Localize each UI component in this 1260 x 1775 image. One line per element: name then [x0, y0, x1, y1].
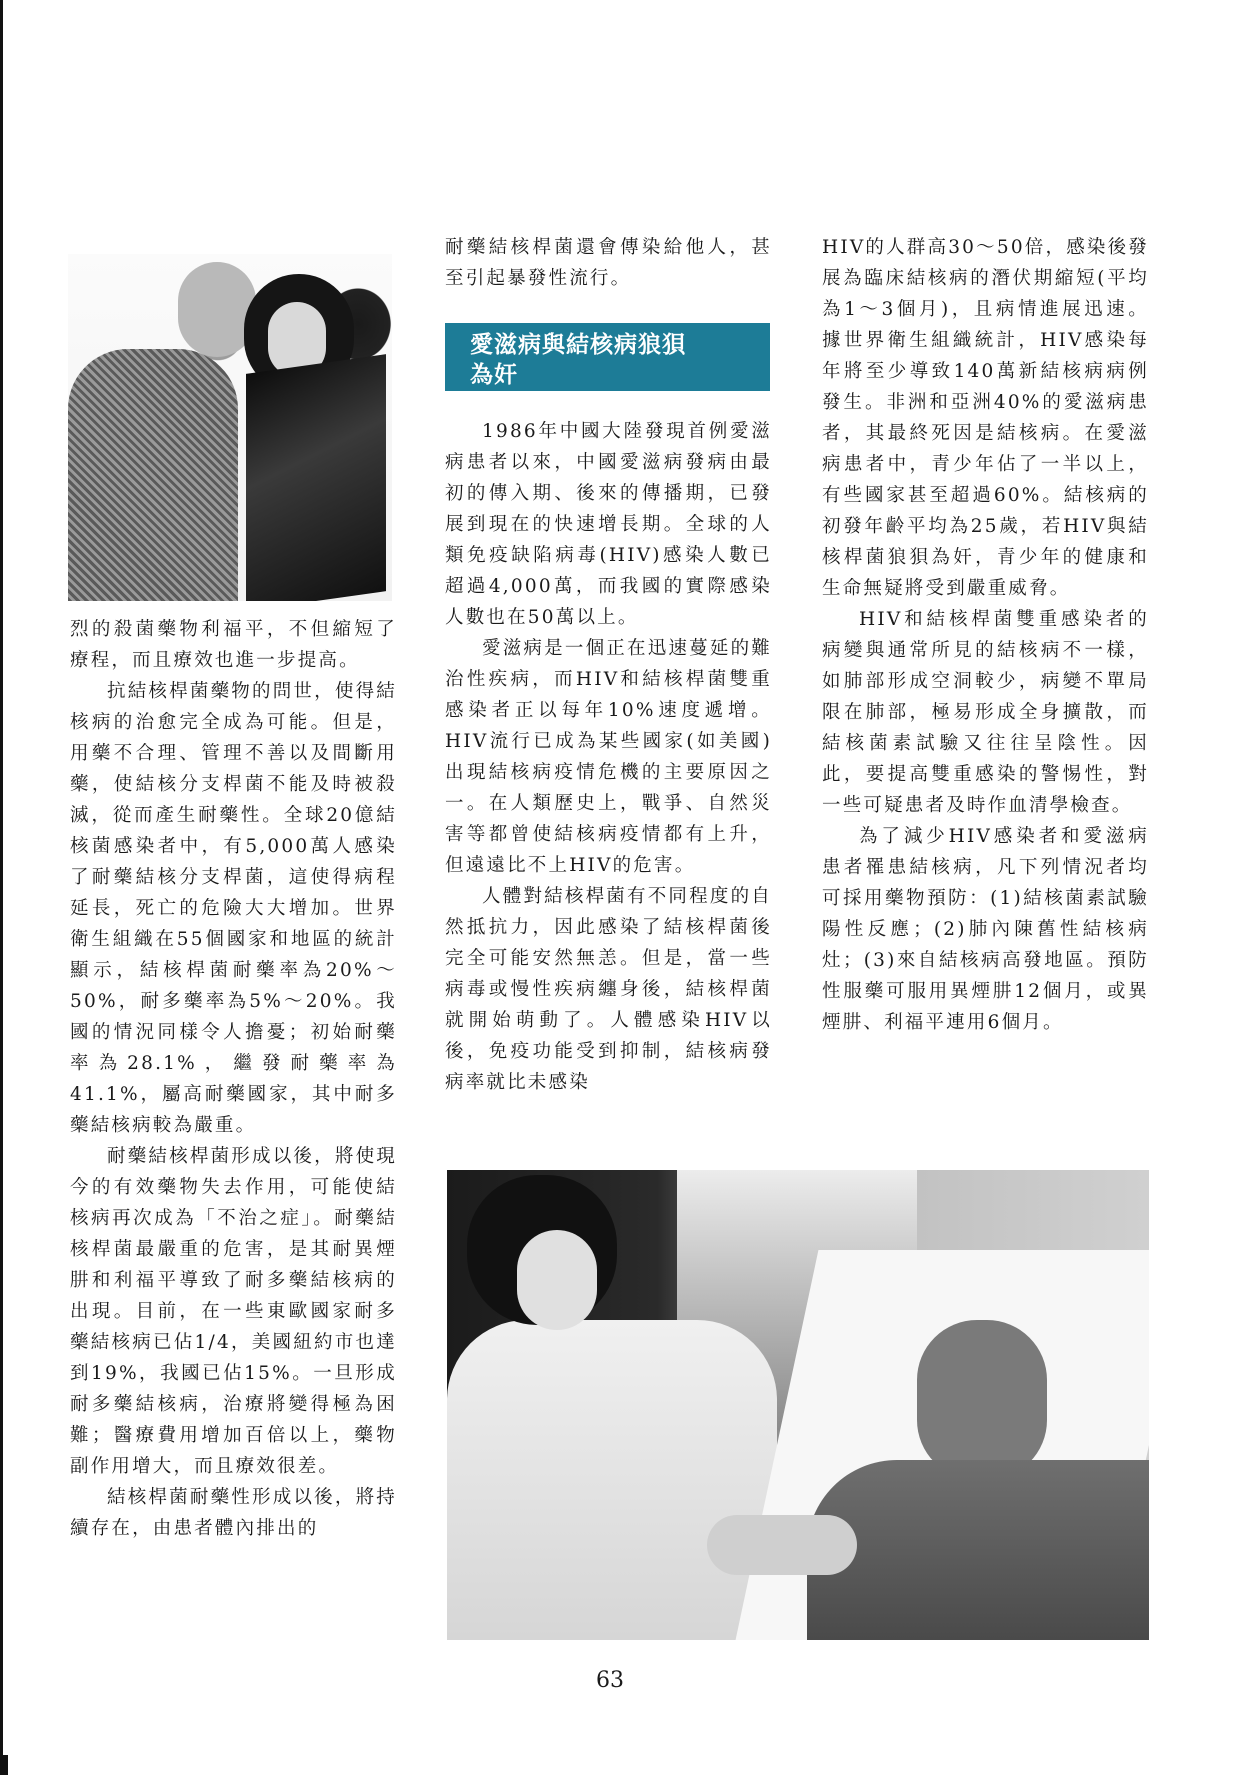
- paragraph: 為了減少HIV感染者和愛滋病患者罹患結核病，凡下列情況者均可採用藥物預防：(1)結核菌素試驗陽性反應；(2)肺內陳舊性結核病灶；(3)來自結核病高發地區。預防性服藥可服用異煙肼12個月，或異煙肼、利福平連用6個月。: [822, 826, 1149, 1033]
- paragraph: 烈的殺菌藥物利福平，不但縮短了療程，而且療效也進一步提高。: [70, 619, 397, 671]
- photo-hands: [707, 1515, 857, 1575]
- page-number: 63: [596, 1668, 624, 1693]
- scan-mark: [0, 1755, 8, 1775]
- photo-doctor-face: [517, 1230, 597, 1330]
- photo-patient-body: [807, 1460, 1149, 1640]
- paragraph: 耐藥結核桿菌還會傳染給他人，甚至引起暴發性流行。: [445, 237, 772, 289]
- paragraph: 人體對結核桿菌有不同程度的自然抵抗力，因此感染了結核桿菌後完全可能安然無恙。但是，當一些病毒或慢性疾病纏身後，結核桿菌就開始萌動了。人體感染HIV以後，免疫功能受到抑制，結核病發病率就比未感染: [445, 886, 772, 1093]
- photo-xray-film: [246, 354, 386, 601]
- paragraph: 1986年中國大陸發現首例愛滋病患者以來，中國愛滋病發病由最初的傳入期、後來的傳播期，已發展到現在的快速增長期。全球的人類免疫缺陷病毒(HIV)感染人數已超過4,000萬，而我國的實際感染人數也在50萬以上。: [445, 421, 772, 628]
- paragraph: HIV和結核桿菌雙重感染者的病變與通常所見的結核病不一樣，如肺部形成空洞較少，病變不單局限在肺部，極易形成全身擴散，而結核菌素試驗又往往呈陰性。因此，要提高雙重感染的警惕性，對一些可疑患者及時作血清學檢查。: [822, 609, 1149, 816]
- text-column-middle: [445, 416, 772, 1098]
- paragraph: 耐藥結核桿菌形成以後，將使現今的有效藥物失去作用，可能使結核病再次成為「不治之症」。耐藥結核桿菌最嚴重的危害，是其耐異煙肼和利福平導致了耐多藥結核病的出現。目前，在一些東歐國家耐多藥結核病已佔1/4，美國紐約市也達到19%，我國已佔15%。一旦形成耐多藥結核病，治療將變得極為困難；醫療費用增加百倍以上，藥物副作用增大，而且療效很差。: [70, 1146, 397, 1477]
- text-column-left: [70, 614, 397, 1544]
- photo-patient-head: [917, 1320, 1047, 1480]
- scan-edge: [0, 0, 3, 1775]
- doctors-xray-photo: [68, 254, 392, 601]
- paragraph: HIV的人群高30～50倍，感染後發展為臨床結核病的潛伏期縮短(平均為1～3個月)，且病情進展迅速。據世界衛生組織統計，HIV感染每年將至少導致140萬新結核病病例發生。非洲和亞洲40%的愛滋病患者，其最終死因是結核病。在愛滋病患者中，青少年佔了一半以上，有些國家甚至超過60%。結核病的初發年齡平均為25歲，若HIV與結核桿菌狼狽為奸，青少年的健康和生命無疑將受到嚴重威脅。: [822, 237, 1149, 599]
- photo-doctor-coat: [447, 1320, 777, 1640]
- section-heading: [445, 323, 770, 391]
- paragraph: 抗結核桿菌藥物的問世，使得結核病的治愈完全成為可能。但是，用藥不合理、管理不善以及間斷用藥，使結核分支桿菌不能及時被殺滅，從而產生耐藥性。全球20億結核菌感染者中，有5,000萬人感染了耐藥結核分支桿菌，這使得病程延長，死亡的危險大大增加。世界衛生組織在55個國家和地區的統計顯示，結核桿菌耐藥率為20%～50%，耐多藥率為5%～20%。我國的情況同樣令人擔憂；初始耐藥率為28.1%，繼發耐藥率為41.1%，屬高耐藥國家，其中耐多藥結核病較為嚴重。: [70, 681, 397, 1136]
- paragraph: 愛滋病是一個正在迅速蔓延的難治性疾病，而HIV和結核桿菌雙重感染者正以每年10%速度遞增。HIV流行已成為某些國家(如美國)出現結核病疫情危機的主要原因之一。在人類歷史上，戰爭、自然災害等都曾使結核病疫情都有上升，但遠遠比不上HIV的危害。: [445, 638, 772, 876]
- photo-man-jacket: [68, 349, 238, 601]
- doctor-patient-photo: [447, 1170, 1149, 1640]
- paragraph: 結核桿菌耐藥性形成以後，將持續存在，由患者體內排出的: [70, 1487, 397, 1539]
- text-column-middle-top: [445, 232, 772, 294]
- text-column-right: [822, 232, 1149, 1038]
- section-heading-text: 愛滋病與結核病狼狽 為奸: [470, 332, 686, 388]
